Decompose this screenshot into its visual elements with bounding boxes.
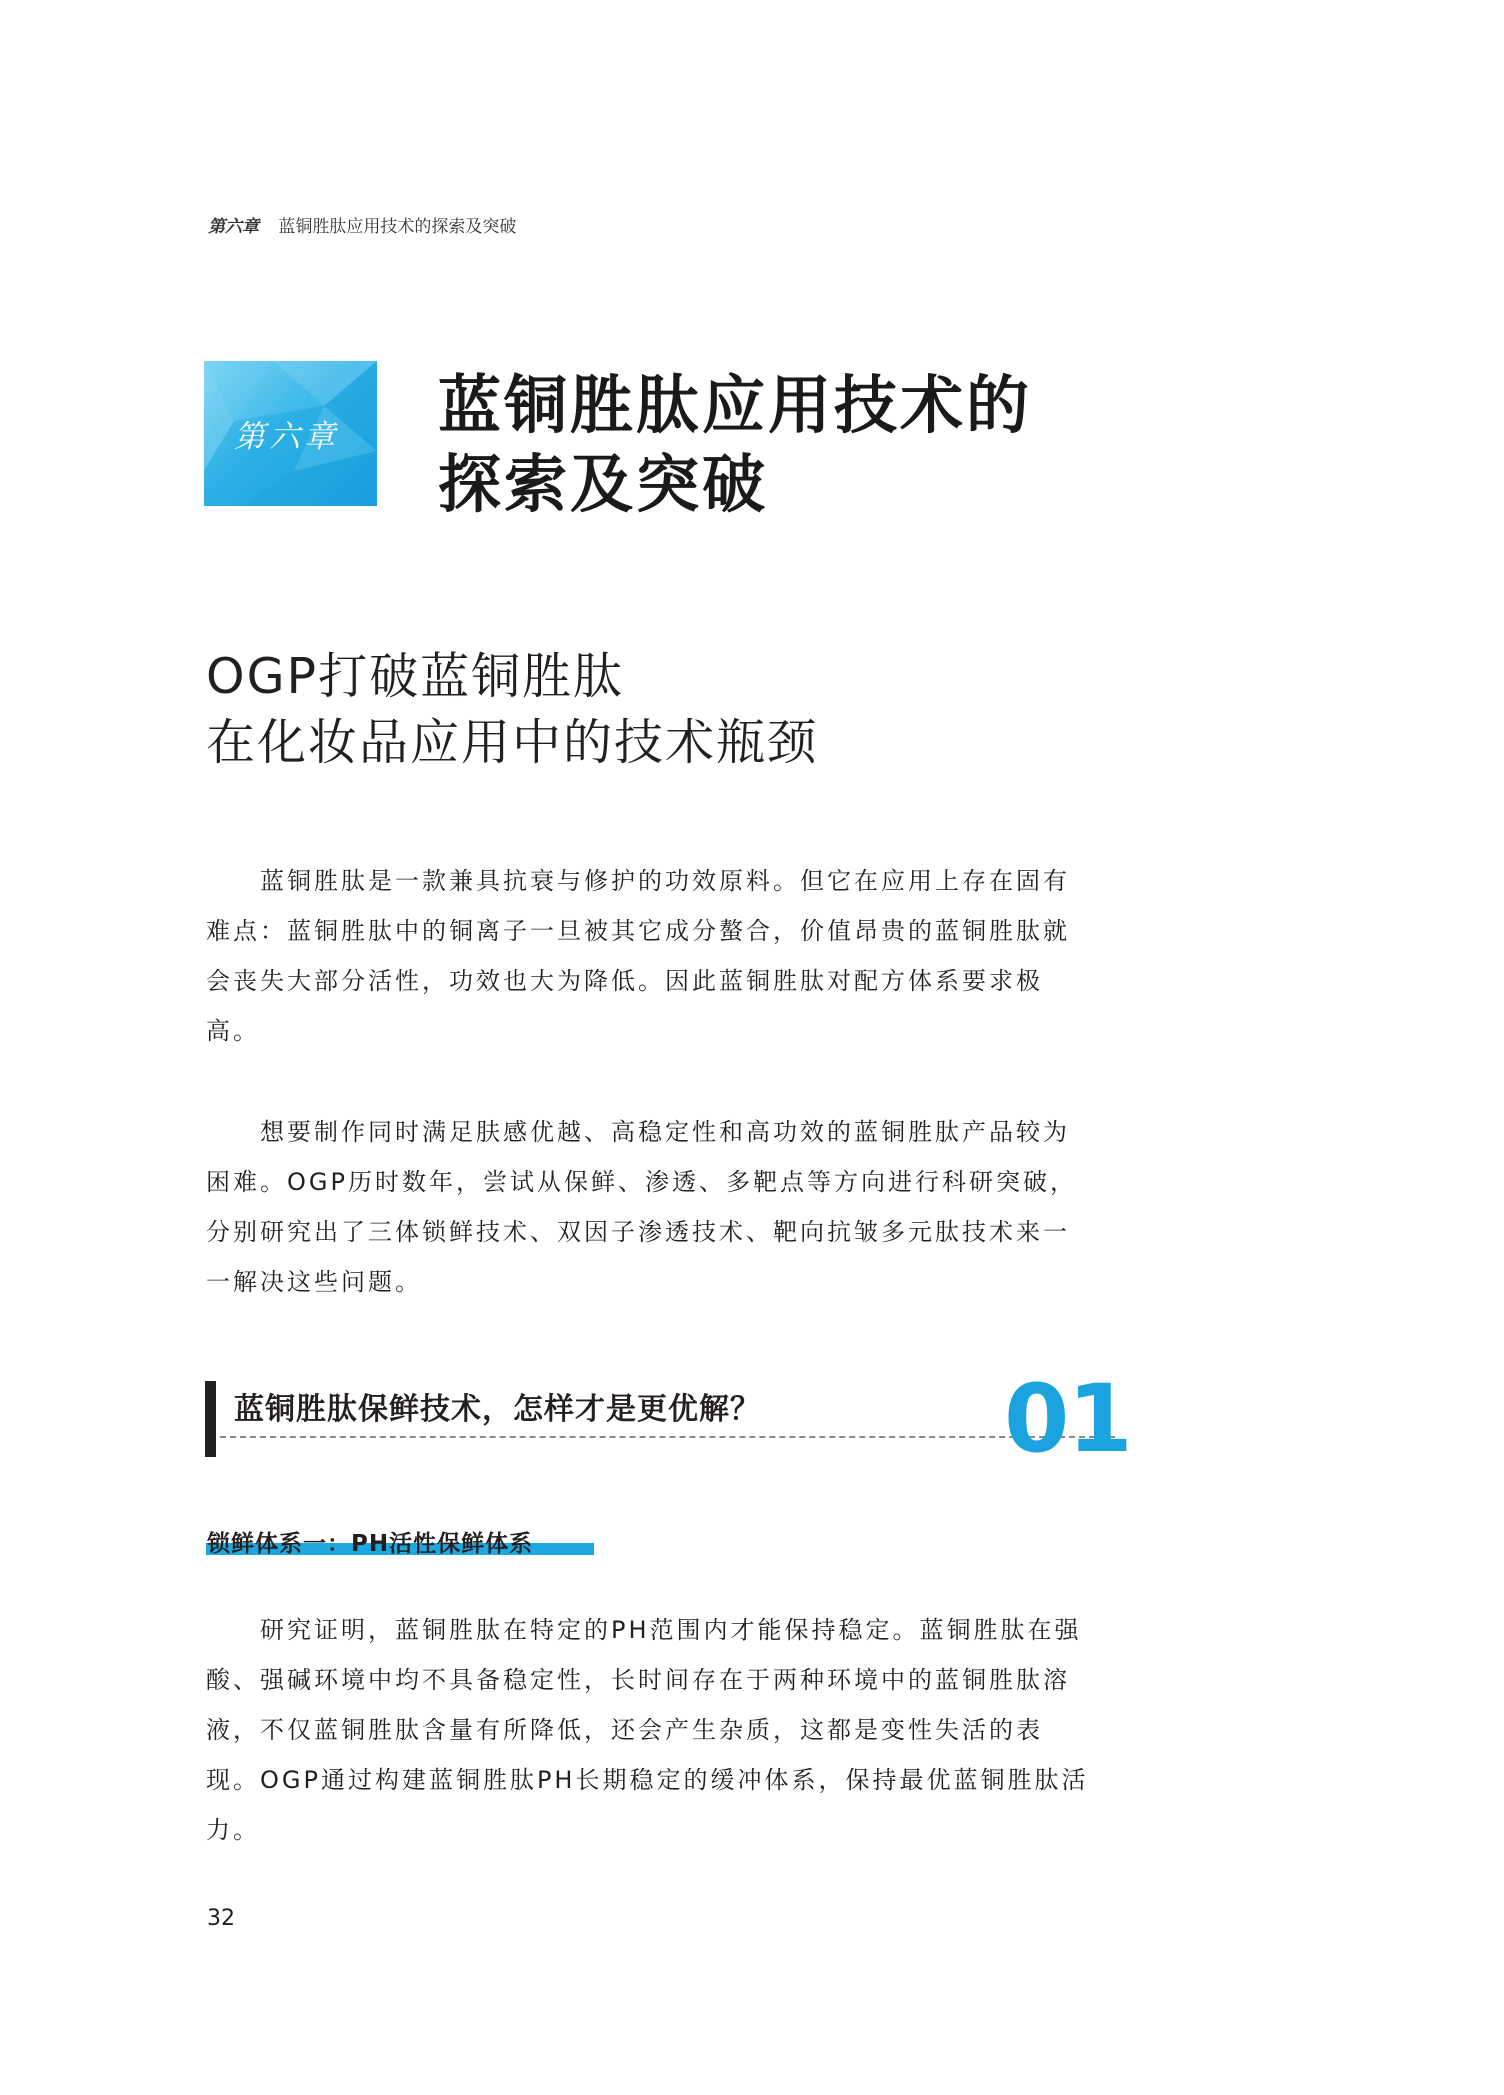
running-head: [208, 212, 516, 237]
running-head-title: 蓝铜胜肽应用技术的探索及突破: [278, 217, 517, 237]
paragraph-line: 力。: [206, 1816, 260, 1844]
section-title-line-2: 在化妆品应用中的技术瓶颈: [206, 714, 819, 771]
subheading-number: 01: [1004, 1365, 1131, 1474]
paragraph-line: 高。: [206, 1017, 260, 1045]
paragraph-line: 分别研究出了三体锁鲜技术、双因子渗透技术、靶向抗皱多元肽技术来一: [206, 1218, 1070, 1246]
paragraph-line: 困难。OGP历时数年，尝试从保鲜、渗透、多靶点等方向进行科研突破，: [206, 1168, 1077, 1196]
paragraph-1: [206, 856, 1068, 1056]
paragraph-line: 液，不仅蓝铜胜肽含量有所降低，还会产生杂质，这都是变性失活的表: [206, 1716, 1043, 1744]
paragraph-2: [206, 1107, 1077, 1307]
paragraph-line: 研究证明，蓝铜胜肽在特定的PH范围内才能保持稳定。蓝铜胜肽在强: [206, 1616, 1082, 1644]
paragraph-line: 难点：蓝铜胜肽中的铜离子一旦被其它成分螯合，价值昂贵的蓝铜胜肽就: [206, 917, 1070, 945]
paragraph-line: 酸、强碱环境中均不具备稳定性，长时间存在于两种环境中的蓝铜胜肽溶: [206, 1666, 1070, 1694]
paragraph-line: 会丧失大部分活性，功效也大为降低。因此蓝铜胜肽对配方体系要求极: [206, 967, 1043, 995]
paragraph-line: 一解决这些问题。: [206, 1268, 422, 1296]
page-number: 32: [207, 1906, 235, 1931]
chapter-title-line-1: 蓝铜胜肽应用技术的: [438, 369, 1032, 442]
paragraph-line: 蓝铜胜肽是一款兼具抗衰与修护的功效原料。但它在应用上存在固有: [206, 867, 1070, 895]
chapter-title: [438, 366, 1078, 524]
section-title: [206, 644, 818, 776]
subheading-text: 蓝铜胜肽保鲜技术，怎样才是更优解？: [234, 1392, 761, 1427]
chapter-badge: [204, 361, 377, 506]
chapter-title-line-2: 探索及突破: [438, 448, 768, 521]
sub-subheading-text: 锁鲜体系一：PH活性保鲜体系: [207, 1531, 534, 1557]
subheading-bar: [205, 1381, 216, 1457]
paragraph-3: [206, 1605, 1089, 1855]
chapter-badge-label: 第六章: [234, 419, 339, 455]
subheading-dotted-rule: [220, 1436, 1115, 1438]
running-head-chapter: 第六章: [208, 217, 259, 237]
paragraph-line: 想要制作同时满足肤感优越、高稳定性和高功效的蓝铜胜肽产品较为: [206, 1118, 1070, 1146]
section-title-line-1: OGP打破蓝铜胜肽: [206, 648, 625, 705]
paragraph-line: 现。OGP通过构建蓝铜胜肽PH长期稳定的缓冲体系，保持最优蓝铜胜肽活: [206, 1766, 1089, 1794]
